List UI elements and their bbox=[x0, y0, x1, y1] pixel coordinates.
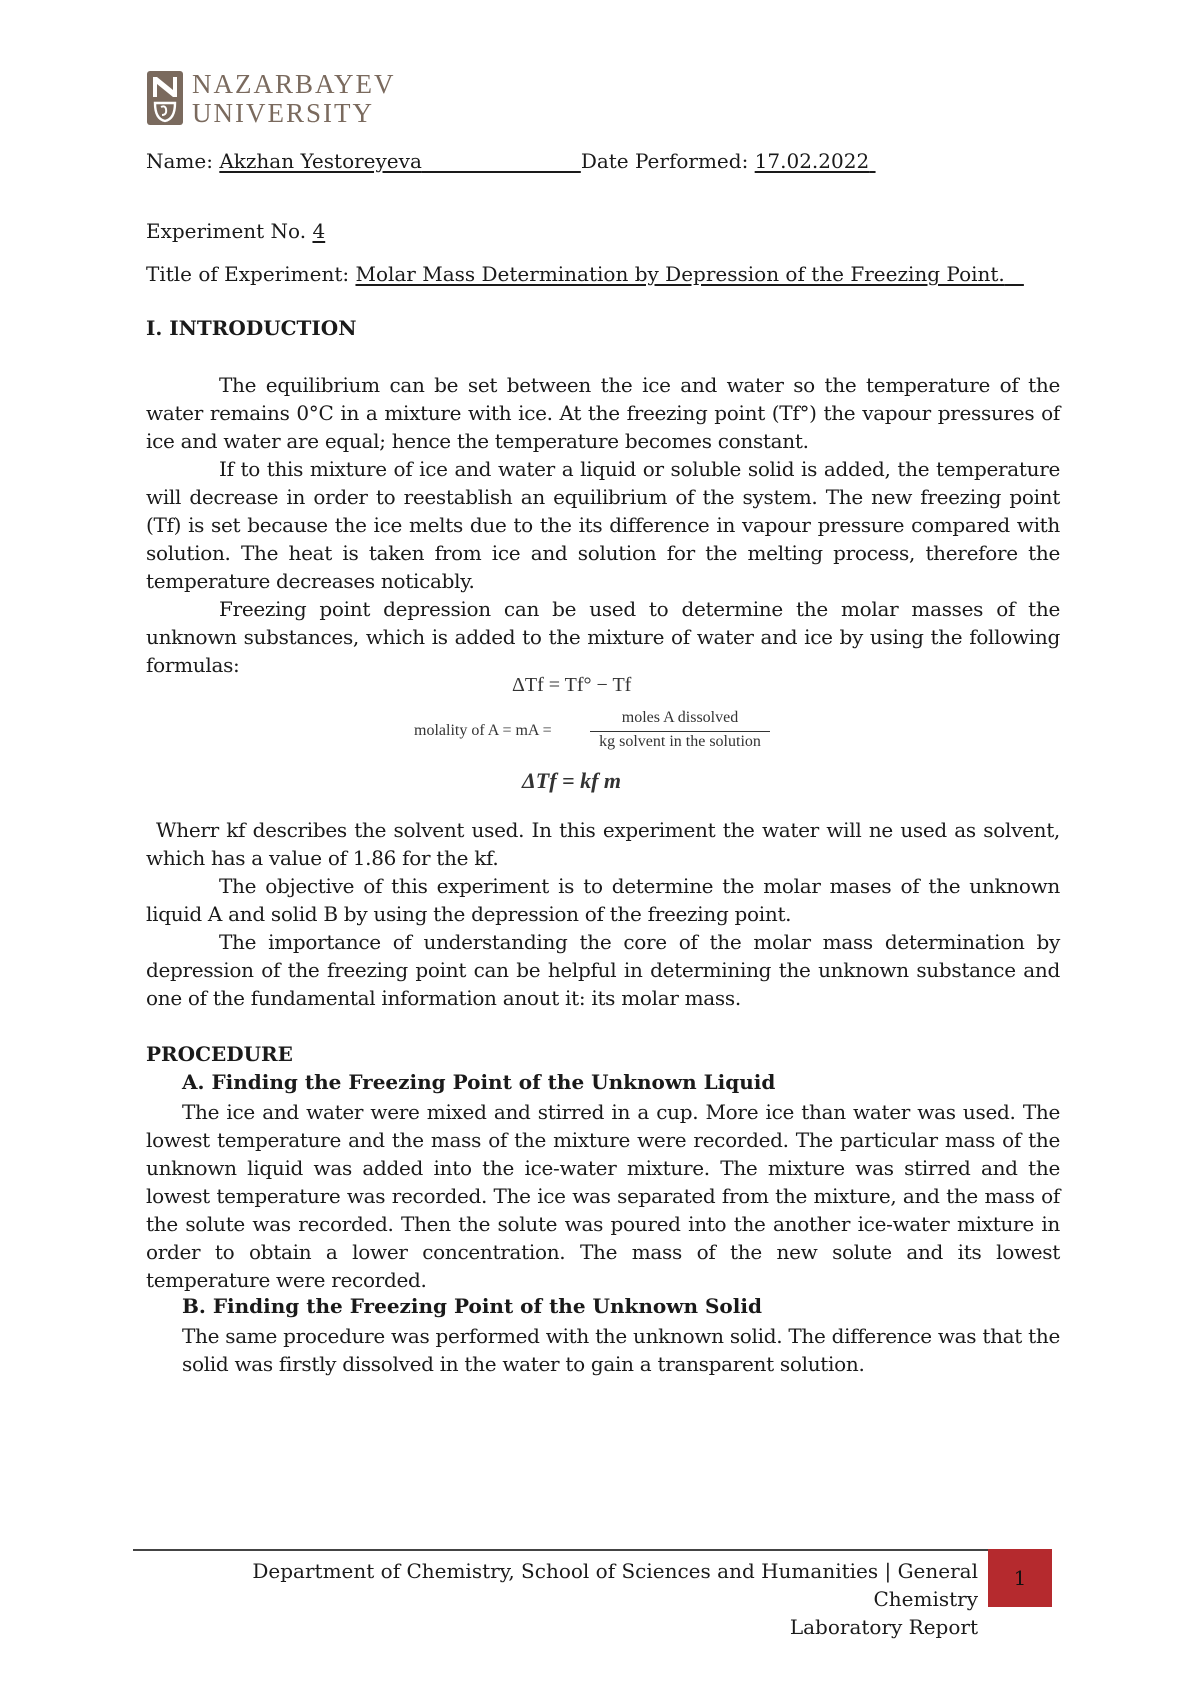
name-row bbox=[146, 148, 876, 174]
experiment-label: Experiment No. bbox=[146, 219, 307, 243]
footer-divider bbox=[133, 1549, 988, 1551]
footer-line-1: Department of Chemistry, School of Sciences and Humanities | General Chemistry bbox=[252, 1559, 978, 1611]
fraction-bar bbox=[590, 731, 770, 732]
procedure-b-heading: B. Finding the Freezing Point of the Unknown Solid bbox=[182, 1294, 762, 1318]
procedure-heading: PROCEDURE bbox=[146, 1042, 293, 1066]
procedure-a-heading: A. Finding the Freezing Point of the Unknown Liquid bbox=[182, 1070, 776, 1094]
logo-line-1: NAZARBAYEV bbox=[192, 69, 396, 99]
procedure-b-text: The same procedure was performed with the unknown solid. The difference was that the solid was firstly dissolved in the water to gain a transparent solution. bbox=[182, 1324, 1060, 1376]
procedure-a-body bbox=[146, 1098, 1060, 1294]
procedure-a-text: The ice and water were mixed and stirred in a cup. More ice than water was used. The lowest temperature and the mass of the mixture were recorded. The particular mass of the unknown liquid was added into the ice-water mixture. The mixture was stirred and the lowest temperature was recorded. The ice was separated from the mixture, and the mass of the solute was recorded. Then the solute was poured into the another ice-water mixture in order to obtain a lower concentration. The mass of the new solute and its lowest temperature were recorded. bbox=[146, 1100, 1060, 1292]
intro-body-1 bbox=[146, 371, 1060, 679]
university-logo bbox=[147, 69, 396, 128]
university-crest-icon bbox=[147, 71, 183, 125]
logo-line-2: UNIVERSITY bbox=[192, 98, 374, 128]
intro-paragraph-2: If to this mixture of ice and water a liquid or soluble solid is added, the temperature will decrease in order to reestablish an equilibrium of the system. The new freezing point (Tf) is set because the ice melts due to the its difference in vapour pressure compared with solution. The heat is taken from ice and solution for the melting process, therefore the temperature decreases noticably. bbox=[146, 457, 1060, 593]
title-row bbox=[146, 261, 1024, 287]
title-label: Title of Experiment: bbox=[146, 262, 350, 286]
footer-text bbox=[160, 1557, 978, 1641]
date-value: 17.02.2022 bbox=[754, 149, 870, 173]
page-number-box bbox=[988, 1549, 1052, 1607]
name-value: Akzhan Yestoreyeva bbox=[219, 149, 422, 173]
formula-molality-denominator: kg solvent in the solution bbox=[599, 733, 761, 750]
intro-paragraph-3: Freezing point depression can be used to determine the molar masses of the unknown substances, which is added to the mixture of water and ice by using the following formulas: bbox=[146, 597, 1060, 677]
date-label: Date Performed: bbox=[580, 149, 749, 173]
formula-kf: ΔTf = kf m bbox=[522, 768, 622, 793]
intro-body-2 bbox=[146, 816, 1060, 1012]
experiment-number: 4 bbox=[312, 219, 326, 243]
experiment-row bbox=[146, 218, 325, 244]
page-number: 1 bbox=[1013, 1566, 1027, 1590]
intro-heading: I. INTRODUCTION bbox=[146, 316, 357, 340]
procedure-b-body bbox=[182, 1322, 1060, 1378]
intro-paragraph-1: The equilibrium can be set between the ice and water so the temperature of the water remains 0°C in a mixture with ice. At the freezing point (Tf°) the vapour pressures of ice and water are equal; hence the temperature becomes constant. bbox=[146, 373, 1060, 453]
formula-molality-numerator: moles A dissolved bbox=[621, 709, 739, 726]
intro-paragraph-5: The objective of this experiment is to determine the molar mases of the unknown liquid A and solid B by using the depression of the freezing point. bbox=[146, 874, 1060, 926]
intro-paragraph-6: The importance of understanding the core of the molar mass determination by depression of the freezing point can be helpful in determining the unknown substance and one of the fundamental information anout it: its molar mass. bbox=[146, 930, 1060, 1010]
title-value: Molar Mass Determination by Depression of the Freezing Point. bbox=[355, 262, 1005, 286]
intro-paragraph-4: Wherr kf describes the solvent used. In this experiment the water will ne used as solvent, which has a value of 1.86 for the kf. bbox=[146, 818, 1060, 870]
formula-delta-tf: ΔTf = Tf° − Tf bbox=[512, 674, 632, 696]
name-label: Name: bbox=[146, 149, 213, 173]
formula-molality-left: molality of A = mA = bbox=[414, 722, 552, 739]
formula-molality bbox=[414, 709, 774, 755]
footer-line-2: Laboratory Report bbox=[789, 1615, 978, 1639]
